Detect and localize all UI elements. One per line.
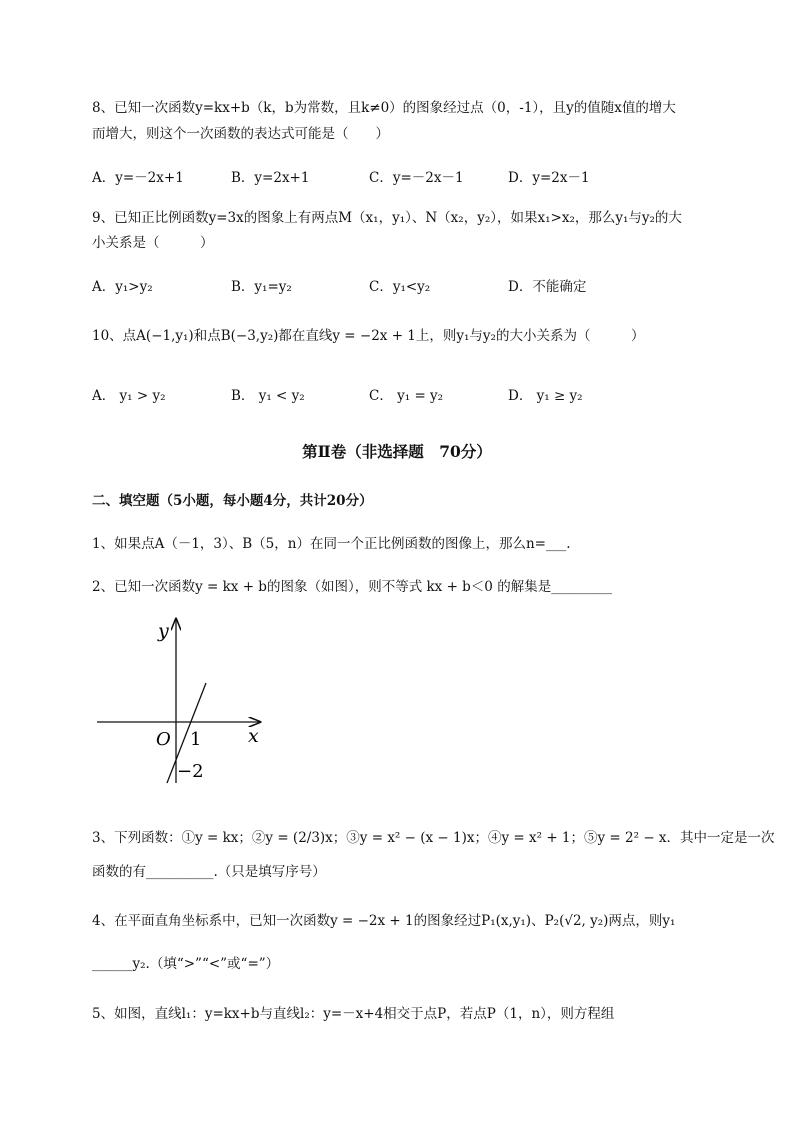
origin-label: O: [156, 729, 171, 750]
q8-option-a: A．y=－2x+1: [92, 170, 184, 186]
q8-option-d: D．y=2x－1: [508, 170, 590, 186]
fill-q2: 2、已知一次函数y = kx + b的图象（如图），则不等式 kx + b＜0 的解集是_________: [92, 579, 612, 595]
fill-q3-line2: 函数的有__________.（只是填写序号）: [92, 864, 326, 880]
q9-line1: 9、已知正比例函数y=3x的图象上有两点M（x₁，y₁）、N（x₂，y₂），如果x₁>x₂，那么y₁与y₂的大: [92, 210, 682, 226]
q9-option-d: D．不能确定: [508, 279, 587, 295]
fill-section-heading: 二、填空题（5小题，每小题4分，共计20分）: [92, 493, 373, 509]
q9-option-b: B．y₁=y₂: [231, 279, 292, 295]
fill-q5-line1: 5、如图，直线l₁：y=kx+b与直线l₂：y=－x+4相交于点P，若点P（1，n），则方程组: [92, 1006, 615, 1022]
y-intercept-label: −2: [177, 761, 204, 782]
y-axis-label: y: [158, 620, 169, 642]
q10-option-a: A． y₁ > y₂: [92, 388, 166, 404]
q8-option-c: C．y=－2x－1: [369, 170, 464, 186]
fill-q4-line2: ______y₂.（填“>”“<”或“=”）: [92, 956, 280, 972]
q10-option-d: D． y₁ ≥ y₂: [508, 388, 583, 404]
q9-option-c: C．y₁<y₂: [369, 279, 431, 295]
q10-option-c: C． y₁ = y₂: [369, 388, 444, 404]
x-axis-label: x: [248, 725, 259, 747]
section-2-title: 第Ⅱ卷（非选择题 70分）: [302, 442, 492, 461]
q8-line2: 而增大，则这个一次函数的表达式可能是（ ）: [92, 126, 389, 142]
q9-option-a: A．y₁>y₂: [92, 279, 153, 295]
q10-line1: 10、点A(−1,y₁)和点B(−3,y₂)都在直线y = −2x + 1上，则y₁与y₂的大小关系为（ ）: [92, 328, 645, 344]
q10-option-b: B． y₁ < y₂: [231, 388, 305, 404]
fill-q1: 1、如果点A（－1，3）、B（5，n）在同一个正比例函数的图像上，那么n=___.: [92, 536, 571, 552]
q8-line1: 8、已知一次函数y=kx+b（k，b为常数，且k≠0）的图象经过点（0，-1），且y的值随x值的增大: [92, 100, 676, 116]
q9-line2: 小关系是（ ）: [92, 235, 214, 251]
fill-q4-line1: 4、在平面直角坐标系中，已知一次函数y = −2x + 1的图象经过P₁(x,y₁)、P₂(√2, y₂)两点，则y₁: [92, 913, 676, 929]
x-intercept-label: 1: [190, 729, 202, 750]
q8-option-b: B．y=2x+1: [231, 170, 310, 186]
fill-q3-line1: 3、下列函数：①y = kx；②y = (2/3)x；③y = x² − (x − 1)x；④y = x² + 1；⑤y = 2² − x．其中一定是一次: [92, 830, 775, 846]
linear-function-graph: [92, 615, 272, 790]
